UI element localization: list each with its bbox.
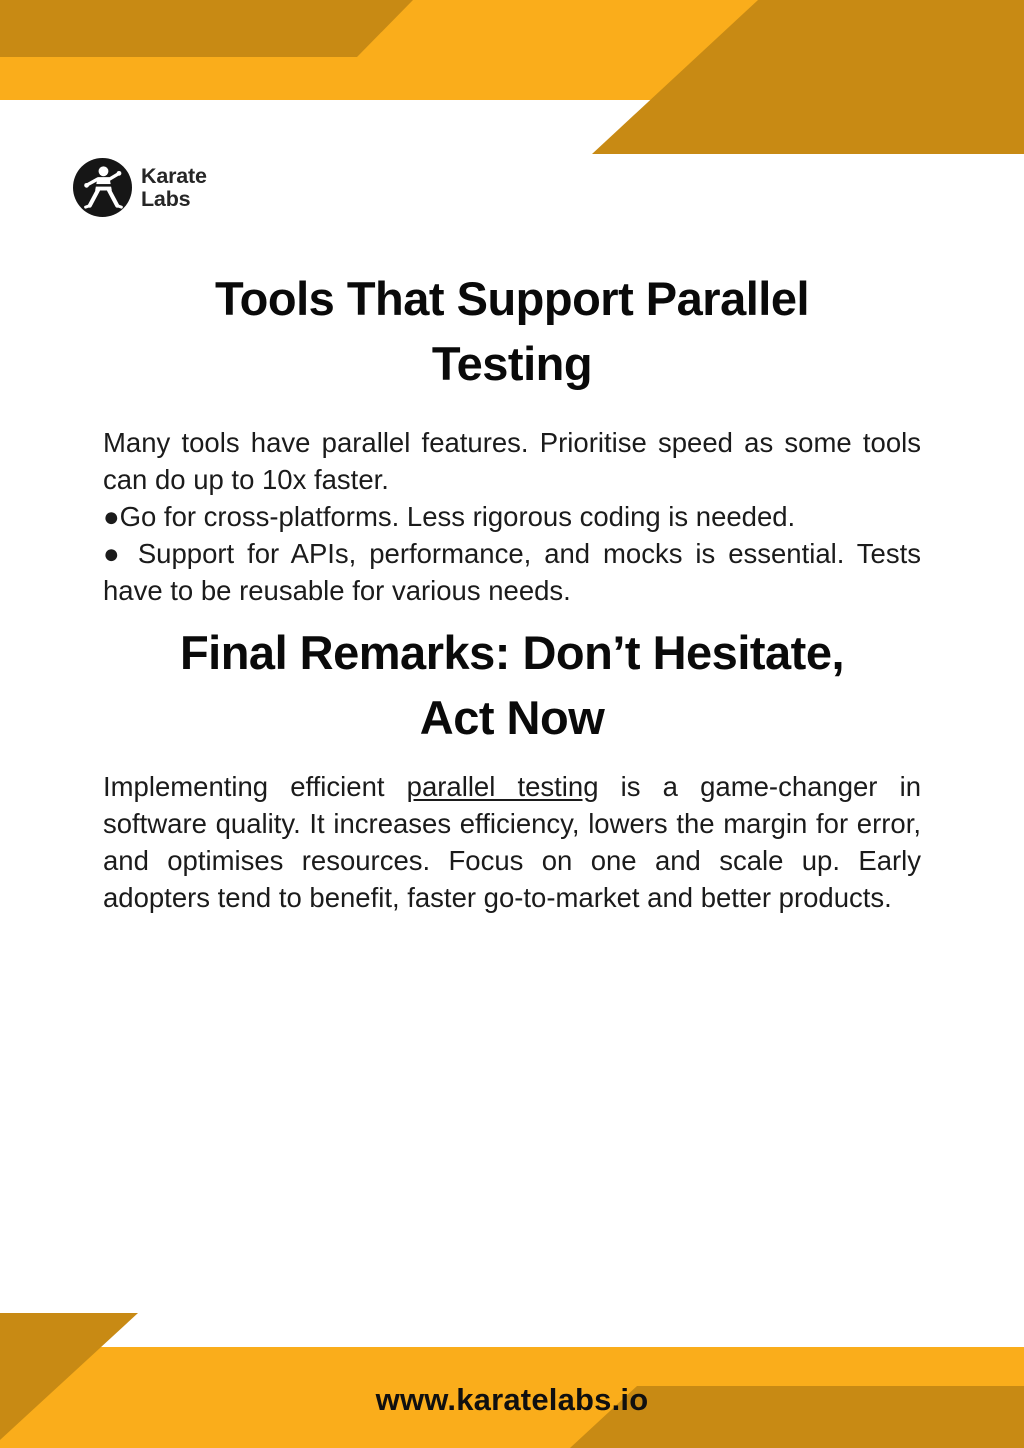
footer-website-link[interactable]: www.karatelabs.io: [375, 1382, 649, 1417]
section2-title-line1: Final Remarks: Don’t Hesitate,: [179, 626, 845, 679]
section2-title-line2: Act Now: [419, 691, 605, 744]
section1-title-line1: Tools That Support Parallel: [214, 272, 810, 325]
section1-intro: Many tools have parallel features. Prioritise speed as some tools can do up to 10x faster.: [103, 427, 921, 495]
logo-word-karate: Karate: [141, 163, 207, 188]
section1-title: [60, 266, 964, 396]
paragraph-text-after: is a game-changer in software quality. It increases efficiency, lowers the margin for error, and optimises resources. Focus on one and scale up. Early adopters tend to benefit, faster go-to-market and better products.: [103, 771, 922, 913]
paragraph-text-before: Implementing efficient: [103, 771, 407, 802]
bullet-item: ●Go for cross-platforms. Less rigorous coding is needed.: [103, 501, 796, 532]
logo-word-labs: Labs: [141, 186, 191, 211]
section2-paragraph: [103, 768, 921, 916]
section2-title: [60, 620, 964, 750]
bullet-item: ● Support for APIs, performance, and mocks is essential. Tests have to be reusable for various needs.: [103, 538, 921, 606]
parallel-testing-link[interactable]: parallel testing: [406, 771, 599, 802]
karate-labs-logo: [73, 158, 207, 217]
section1-title-line2: Testing: [431, 337, 593, 390]
top-left-gold-parallelogram: [0, 0, 413, 57]
section1-body: [103, 424, 921, 609]
logo-wordmark: [141, 165, 207, 211]
karate-figure-icon: [73, 158, 132, 217]
